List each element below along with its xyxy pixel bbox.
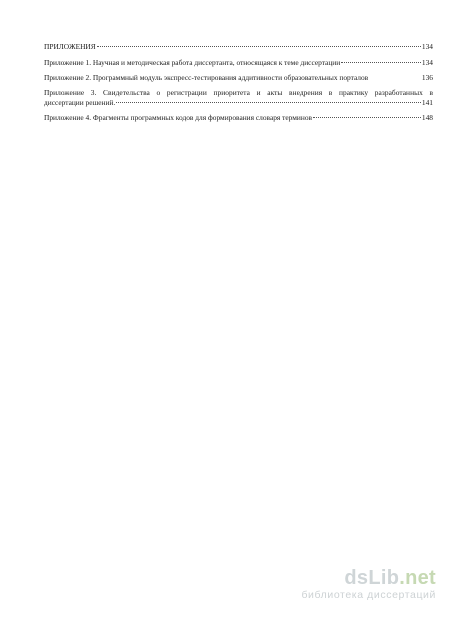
toc-entry-appendix-3[interactable]	[44, 88, 433, 109]
toc-entry-page: 134	[421, 42, 433, 51]
toc-entry-title-line2: диссертации решений.	[44, 98, 116, 107]
toc-entry-appendices[interactable]	[44, 42, 433, 53]
watermark-brand	[301, 567, 436, 589]
toc-entry-title: Приложение 2. Программный модуль экспресс-тестирования аддитивности образовательных порталов	[44, 72, 369, 82]
watermark-subtitle: библиотека диссертаций	[301, 589, 436, 601]
toc-leader-dots	[97, 46, 421, 47]
toc-entry-appendix-2[interactable]	[44, 73, 433, 84]
toc-entry-page: 141	[421, 98, 433, 107]
table-of-contents	[44, 42, 433, 124]
toc-leader-dots	[341, 62, 421, 63]
toc-entry-title: Приложение 4. Фрагменты программных кодов для формирования словаря терминов	[44, 113, 313, 122]
toc-entry-appendix-1[interactable]	[44, 58, 433, 69]
toc-entry-page: 148	[421, 113, 433, 122]
toc-entry-page: 134	[421, 57, 433, 67]
toc-entry-appendix-4[interactable]	[44, 113, 433, 124]
toc-entry-title: ПРИЛОЖЕНИЯ	[44, 42, 96, 51]
toc-leader-dots	[313, 117, 421, 118]
toc-entry-page: 136	[421, 72, 433, 82]
toc-entry-title: Приложение 1. Научная и методическая работа диссертанта, относящаяся к теме диссертации	[44, 57, 341, 67]
toc-entry-title-line1: Приложение 3. Свидетельства о регистрации приоритета и акты внедрения в практику разработанных в	[44, 87, 433, 97]
toc-leader-dots	[116, 102, 421, 103]
watermark-brand-main: dsLib	[344, 567, 400, 589]
watermark-brand-tld: .net	[399, 567, 436, 589]
dslib-watermark	[301, 567, 436, 602]
